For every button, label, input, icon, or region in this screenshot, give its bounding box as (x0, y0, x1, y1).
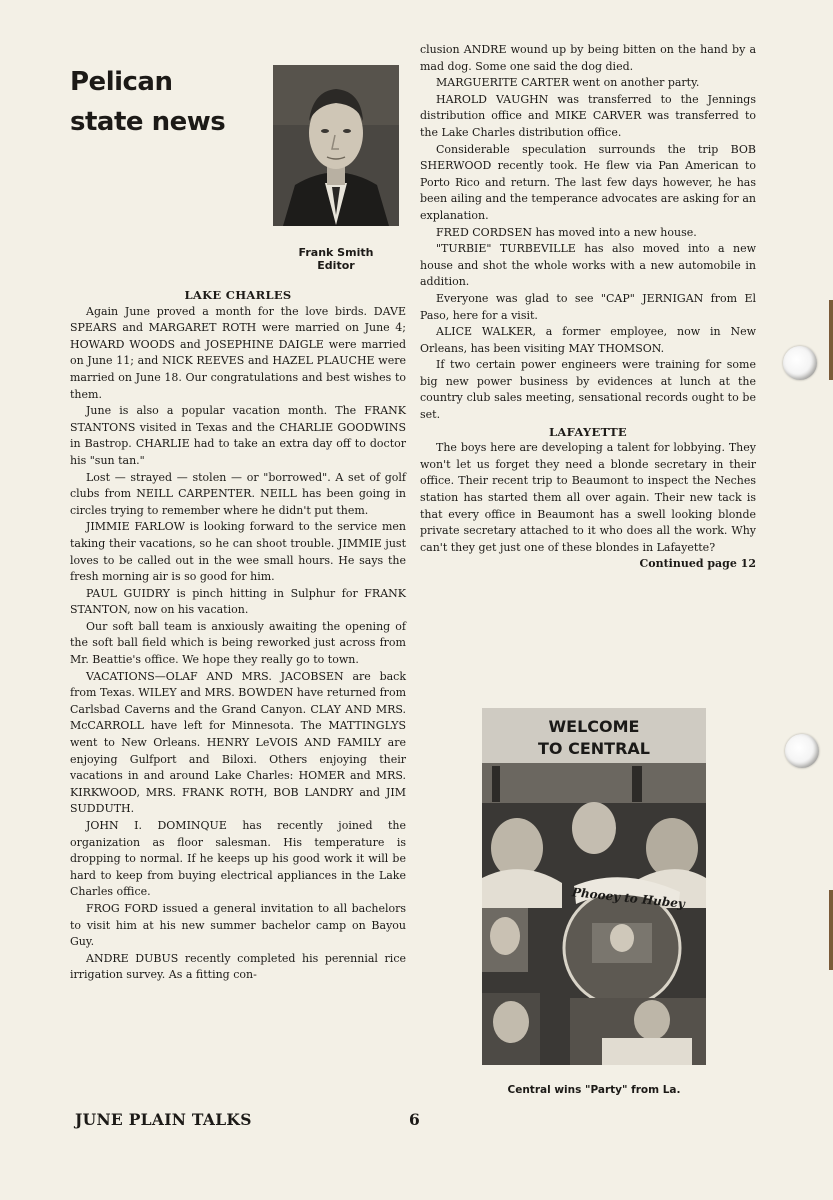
photo-collage (482, 708, 706, 1065)
editor-portrait-photo (273, 65, 399, 226)
article-paragraph: Everyone was glad to see "CAP" JERNIGAN from El Paso, here for a visit. (420, 291, 756, 322)
section-heading: LAKE CHARLES (184, 288, 292, 302)
banner-line-2: TO CENTRAL (538, 739, 650, 758)
article-paragraph: clusion ANDRE wound up by being bitten on the hand by a mad dog. Some one said the dog died. (420, 43, 756, 73)
binding-edge-top (829, 300, 833, 380)
article-paragraph: Lost — strayed — stolen — or "borrowed". A set of golf clubs from NEILL CARPENTER. NEILL has been going in circles trying to remember where he didn't put them. (70, 470, 406, 517)
section-heading: LAFAYETTE (549, 424, 627, 439)
article-paragraph: "TURBIE" TURBEVILLE has also moved into a new house and shot the whole works with a new automobile in addition. (420, 242, 756, 289)
article-paragraph: The boys here are developing a talent for lobbying. They won't let us forget they need a blonde secretary in their office. Their recent trip to Beaumont to inspect the Neches station has started them all over again. Their new tack is that every office in Beaumont has a swell looking blonde private secretary attached to it who does all the work. Why can't they get just one of these blondes in Lafayette? (420, 441, 756, 554)
collage-illustration (482, 708, 706, 1065)
article-paragraph: JIMMIE FARLOW is looking forward to the service men taking their vacations, so he can shoot trouble. JIMMIE just loves to be called out in the wee small hours. He says the fresh morning air is so good for him. (70, 520, 406, 584)
binding-edge-bottom (829, 890, 833, 970)
banner-line-1: WELCOME (548, 717, 640, 736)
continued-note: Continued page 12 (639, 557, 756, 571)
editor-photo-caption (273, 246, 399, 272)
binder-hole-top (783, 346, 817, 380)
article-paragraph: HAROLD VAUGHN was transferred to the Jennings distribution office and MIKE CARVER was transferred to the Lake Charles distribution office. (420, 92, 756, 139)
right-column (420, 42, 756, 573)
article-paragraph: ANDRE DUBUS recently completed his perennial rice irrigation survey. As a fitting con- (70, 951, 406, 982)
title-line-2: state news (70, 107, 226, 137)
collage-sign-text: Phooey to Hubey (571, 885, 686, 911)
article-paragraph: PAUL GUIDRY is pinch hitting in Sulphur for FRANK STANTON, now on his vacation. (70, 586, 406, 617)
article-paragraph: FRED CORDSEN has moved into a new house. (436, 225, 697, 239)
article-paragraph: ALICE WALKER, a former employee, now in New Orleans, has been visiting MAY THOMSON. (420, 325, 756, 355)
editor-name: Frank Smith (298, 246, 374, 259)
article-paragraph: MARGUERITE CARTER went on another party. (436, 76, 700, 90)
section-title (70, 62, 260, 142)
portrait-illustration (273, 65, 399, 226)
article-paragraph: Considerable speculation surrounds the trip BOB SHERWOOD recently took. He flew via Pan American to Porto Rico and return. The last few days however, he has been ailing and the temperance advocates are asking for an explanation. (420, 142, 756, 222)
title-line-1: Pelican (70, 67, 173, 97)
article-paragraph: Our soft ball team is anxiously awaiting the opening of the soft ball field which is being reworked just across from Mr. Beattie's office. We hope they really go to town. (70, 619, 406, 667)
collage-caption: Central wins "Party" from La. (507, 1084, 681, 1096)
binder-hole-bottom (785, 734, 819, 768)
editor-role: Editor (317, 259, 355, 272)
footer-page-number: 6 (409, 1110, 420, 1129)
article-paragraph: June is also a popular vacation month. The FRANK STANTONS visited in Texas and the CHARLIE GOODWINS in Bastrop. CHARLIE had to take an extra day off to doctor his "sun tan." (70, 404, 406, 467)
footer-publication: JUNE PLAIN TALKS (75, 1110, 252, 1129)
left-column (70, 287, 406, 984)
article-paragraph: FROG FORD issued a general invitation to all bachelors to visit him at his new summer bachelor camp on Bayou Guy. (70, 901, 406, 949)
article-paragraph: VACATIONS—OLAF AND MRS. JACOBSEN are back from Texas. WILEY and MRS. BOWDEN have returned from Carlsbad Caverns and the Grand Canyon. CLAY AND MRS. McCARROLL have left for Minnesota. The MATTINGLYS went to New Orleans. HENRY LeVOIS AND FAMILY are enjoying Gulfport and Biloxi. Others enjoying their vacations in and around Lake Charles: HOMER and MRS. KIRKWOOD, MRS. FRANK ROTH, BOB LANDRY and JIM SUDDUTH. (70, 669, 406, 816)
article-paragraph: Again June proved a month for the love birds. DAVE SPEARS and MARGARET ROTH were married on June 4; HOWARD WOODS and JOSEPHINE DAIGLE were married on June 11; and NICK REEVES and HAZEL PLAUCHE were married on June 18. Our congratulations and best wishes to them. (70, 304, 406, 401)
article-paragraph: If two certain power engineers were training for some big new power business by evidences at lunch at the country club sales meeting, sensational records ought to be set. (420, 358, 756, 422)
article-paragraph: JOHN I. DOMINQUE has recently joined the organization as floor salesman. His temperature is dropping to normal. If he keeps up his good work it will be hard to keep from buying electrical appliances in the Lake Charles office. (70, 819, 406, 899)
